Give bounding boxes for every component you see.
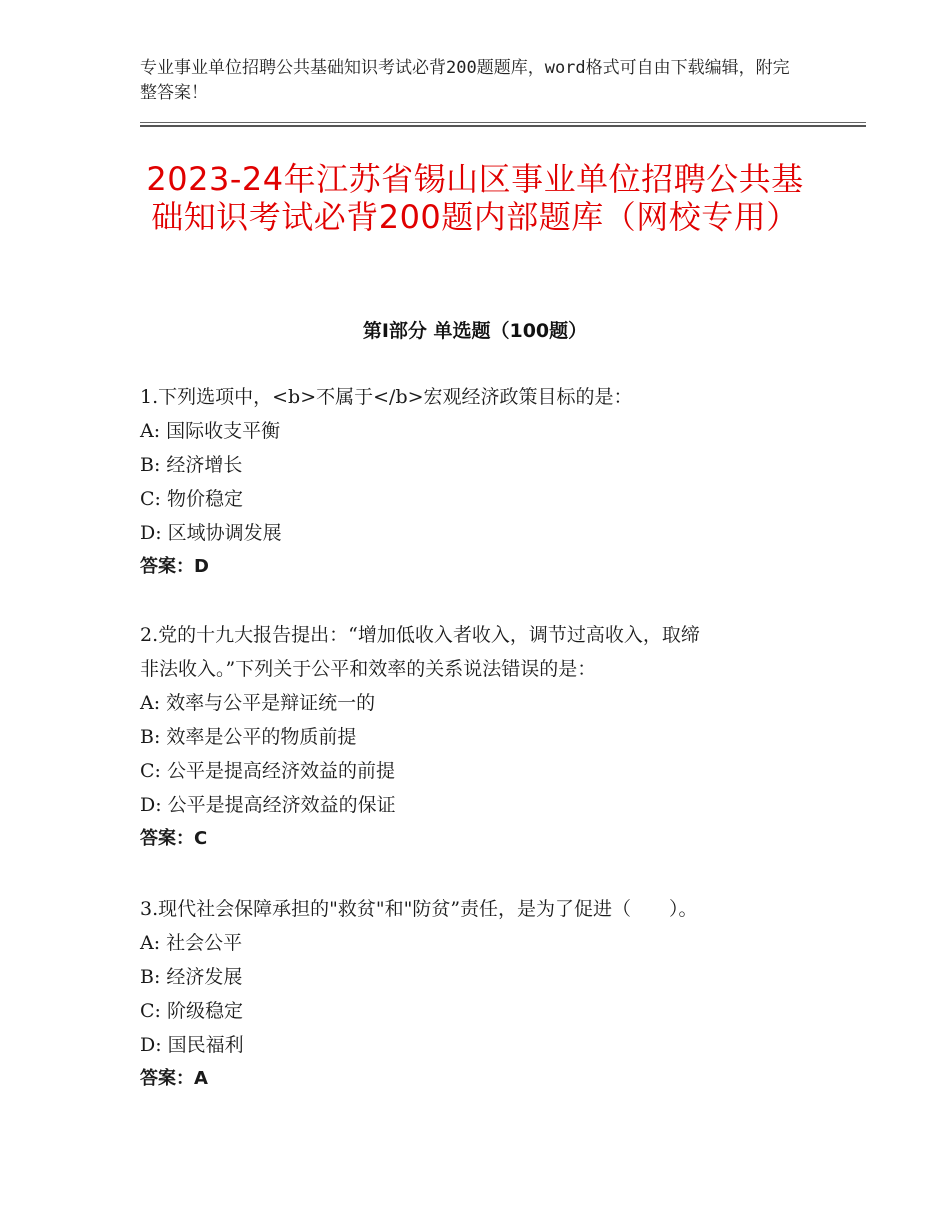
question-stem: 3.现代社会保障承担的"救贫"和"防贫”责任，是为了促进（ ）。 [140,898,698,920]
option-c: C: 公平是提高经济效益的前提 [140,760,395,782]
answer-value: D [194,556,209,577]
answer-value: A [194,1068,208,1089]
question-stem-line-2: 非法收入。”下列关于公平和效率的关系说法错误的是： [140,658,597,680]
answer [140,1062,820,1096]
question-stem: 1.下列选项中，<b>不属于</b>宏观经济政策目标的是： [140,386,633,408]
option-d: D: 国民福利 [140,1034,244,1056]
header-divider-bottom [140,125,866,127]
question-2 [140,618,820,856]
option-c: C: 物价稳定 [140,488,243,510]
answer-label: 答案： [140,828,194,849]
option-b: B: 经济增长 [140,454,243,476]
answer-label: 答案： [140,1068,194,1089]
document-title: 2023-24年江苏省锡山区事业单位招聘公共基础知识考试必背200题内部题库（网校专用） [146,160,804,236]
question-stem-line-1: 2.党的十九大报告提出：“增加低收入者收入，调节过高收入，取缔 [140,624,700,646]
option-a: A: 社会公平 [140,932,243,954]
answer [140,550,820,584]
header-note: 专业事业单位招聘公共基础知识考试必背200题题库，word格式可自由下载编辑，附完整答案！ [140,58,790,103]
section-title: 第Ⅰ部分 单选题（100题） [362,320,588,342]
option-b: B: 经济发展 [140,966,243,988]
option-c: C: 阶级稳定 [140,1000,243,1022]
option-a: A: 效率与公平是辩证统一的 [140,692,376,714]
header-divider-top [140,122,866,123]
question-3 [140,892,820,1096]
option-b: B: 效率是公平的物质前提 [140,726,357,748]
option-d: D: 公平是提高经济效益的保证 [140,794,396,816]
option-d: D: 区域协调发展 [140,522,282,544]
question-1 [140,380,820,584]
answer-value: C [194,828,208,849]
answer-label: 答案： [140,556,194,577]
answer [140,822,820,856]
question-stem [140,618,820,686]
option-a: A: 国际收支平衡 [140,420,281,442]
